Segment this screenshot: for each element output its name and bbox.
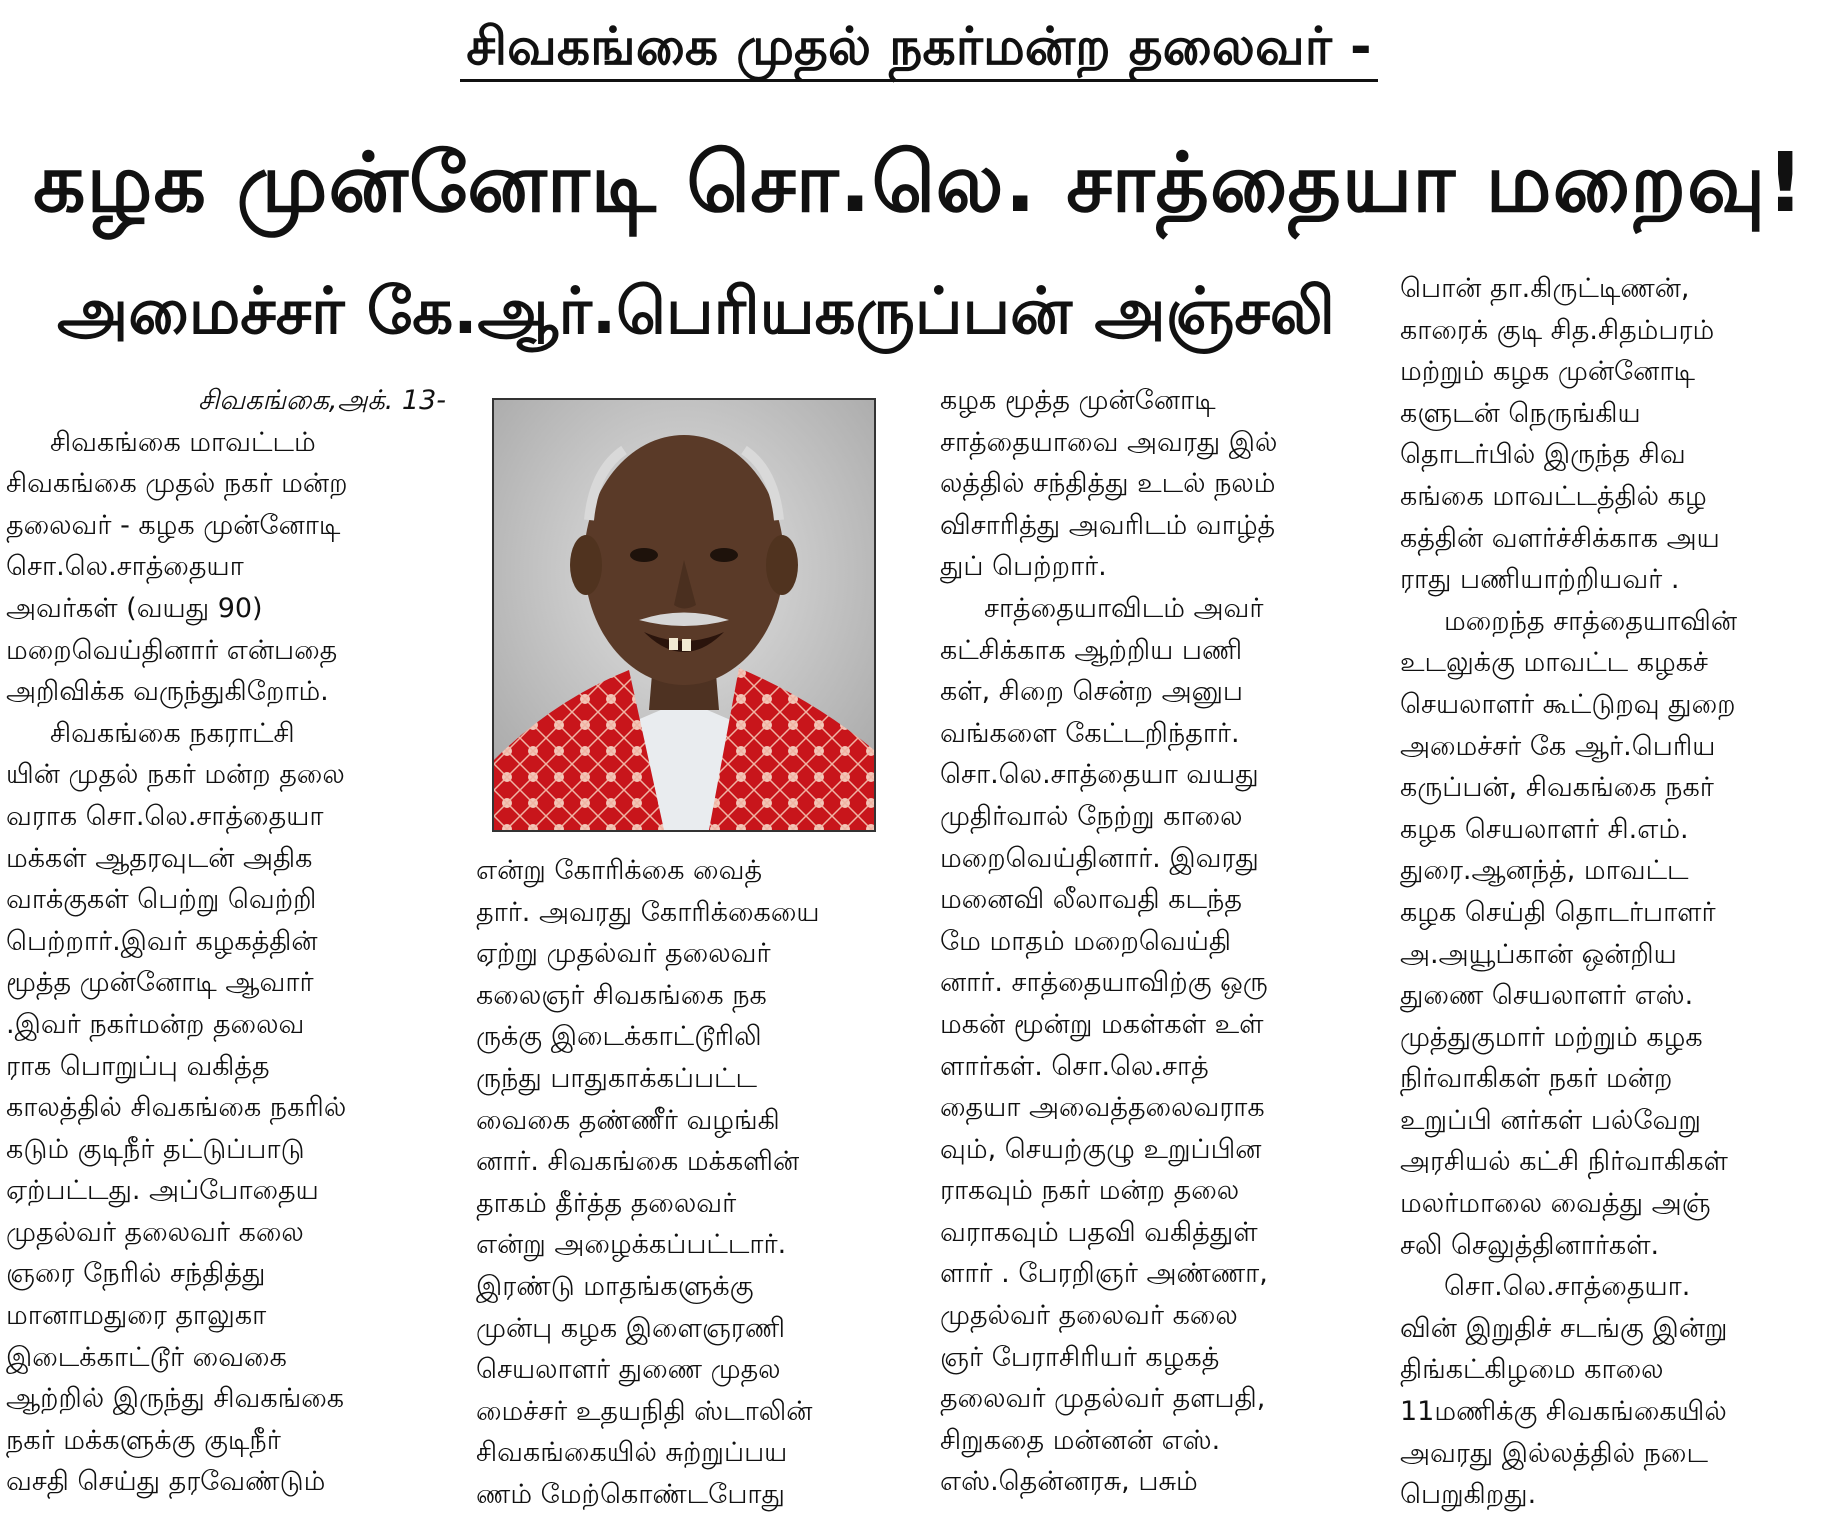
text-line: 11மணிக்கு சிவகங்கையில் (1400, 1396, 1727, 1428)
text-line: மற்றும் கழக முன்னோடி (1400, 356, 1695, 388)
text-line: முன்பு கழக இளைஞரணி (476, 1312, 785, 1344)
column-2-text (476, 850, 916, 1516)
text-line: மறைவெய்தினார். இவரது (940, 842, 1259, 874)
text-line: சாத்தையாவை அவரது இல் (940, 426, 1278, 458)
text-line: தலைவர் - கழக முன்னோடி (6, 509, 341, 541)
text-line: களுடன் நெருங்கிய (1400, 397, 1641, 429)
text-line: துரை.ஆனந்த், மாவட்ட (1400, 855, 1689, 887)
text-line: மூத்த முன்னோடி ஆவார் (6, 967, 314, 999)
text-line: ளார் . பேரறிஞர் அண்ணா, (940, 1258, 1268, 1290)
text-line: னார். சிவகங்கை மக்களின் (476, 1146, 800, 1178)
text-line: மைச்சர் உதயநிதி ஸ்டாலின் (476, 1395, 813, 1427)
text-line: பொன் தா.கிருட்டிணன், (1400, 273, 1690, 304)
text-line: ராக பொறுப்பு வகித்த (6, 1050, 270, 1082)
text-line: மே மாதம் மறைவெய்தி (940, 925, 1231, 957)
text-line: தையா அவைத்தலைவராக (940, 1092, 1265, 1124)
text-line: மானாமதுரை தாலுகா (6, 1300, 267, 1332)
text-line: வசதி செய்து தரவேண்டும் (6, 1466, 326, 1498)
text-line: கழக மூத்த முன்னோடி (940, 385, 1216, 416)
text-line: சிவகங்கை முதல் நகர் மன்ற (6, 468, 348, 500)
text-line: னார். சாத்தையாவிற்கு ஒரு (940, 967, 1268, 999)
text-line: இடைக்காட்டூர் வைகை (6, 1341, 287, 1373)
text-line: கழக செயலாளர் சி.எம். (1400, 813, 1689, 845)
text-line: கங்கை மாவட்டத்தில் கழ (1400, 480, 1707, 512)
text-line: என்று அழைக்கப்பட்டார். (476, 1229, 787, 1261)
text-line: மனைவி லீலாவதி கடந்த (940, 884, 1242, 916)
sub-headline: அமைச்சர் கே.ஆர்.பெரியகருப்பன் அஞ்சலி (57, 275, 1335, 349)
text-line: துப் பெற்றார். (940, 551, 1107, 583)
text-line: நகர் மக்களுக்கு குடிநீர் (6, 1424, 281, 1456)
text-line: அரசியல் கட்சி நிர்வாகிகள் (1400, 1146, 1728, 1178)
text-line: செயலாளர் துணை முதல (476, 1354, 781, 1386)
text-line: உடலுக்கு மாவட்ட கழகச் (1400, 647, 1708, 679)
text-line: ஆற்றில் இருந்து சிவகங்கை (6, 1383, 345, 1415)
text-line: திங்கட்கிழமை காலை (1400, 1354, 1664, 1386)
text-line: ஞரை நேரில் சந்தித்து (6, 1258, 266, 1290)
text-line: தலைவர் முதல்வர் தளபதி, (940, 1383, 1266, 1415)
text-line: காரைக் குடி சித.சிதம்பரம் (1400, 314, 1715, 346)
text-line: மறைந்த சாத்தையாவின் (1444, 605, 1738, 637)
text-line: சொ.லெ.சாத்தையா வயது (940, 759, 1259, 791)
text-line: கடும் குடிநீர் தட்டுப்பாடு (6, 1133, 305, 1165)
text-line: ணம் மேற்கொண்டபோது (476, 1478, 785, 1510)
portrait-photo (492, 398, 876, 832)
text-line: அ.அயூப்கான் ஒன்றிய (1400, 938, 1677, 970)
text-line: இரண்டு மாதங்களுக்கு (476, 1270, 754, 1302)
text-line: ராகவும் நகர் மன்ற தலை (940, 1175, 1240, 1207)
text-line: சிறுகதை மன்னன் எஸ். (940, 1424, 1221, 1456)
text-line: சிவகங்கையில் சுற்றுப்பய (476, 1437, 788, 1469)
portrait-image (494, 400, 874, 830)
text-line: ஏற்பட்டது. அப்போதைய (6, 1175, 319, 1207)
main-headline: கழக முன்னோடி சொ.லெ. சாத்தையா மறைவு! (33, 136, 1805, 231)
text-line: வங்களை கேட்டறிந்தார். (940, 717, 1240, 749)
text-line: அவர்கள் (வயது 90) (6, 592, 263, 624)
text-line: பெறுகிறது. (1400, 1479, 1537, 1511)
text-line: முதிர்வால் நேற்று காலை (940, 800, 1243, 832)
text-line: அமைச்சர் கே ஆர்.பெரிய (1400, 730, 1716, 762)
dateline: சிவகங்கை,அக். 13- (198, 385, 446, 416)
kicker-headline: சிவகங்கை முதல் நகர்மன்ற தலைவர் - (0, 6, 1838, 88)
text-line: முத்துகுமார் மற்றும் கழக (1400, 1021, 1703, 1053)
text-line: கள், சிறை சென்ற அனுப (940, 676, 1243, 708)
text-line: மறைவெய்தினார் என்பதை (6, 634, 338, 666)
text-line: தார். அவரது கோரிக்கையை (476, 896, 820, 928)
text-line: மலர்மாலை வைத்து அஞ் (1400, 1188, 1711, 1220)
text-line: யின் முதல் நகர் மன்ற தலை (6, 759, 345, 791)
text-line: உறுப்பி னர்கள் பல்வேறு (1400, 1104, 1701, 1136)
text-line: விசாரித்து அவரிடம் வாழ்த் (940, 509, 1276, 541)
text-line: .இவர் நகர்மன்ற தலைவ (6, 1008, 305, 1040)
text-line: அவரது இல்லத்தில் நடை (1400, 1437, 1708, 1469)
article-column-3 (940, 380, 1380, 1503)
column-1-text (6, 422, 446, 1503)
text-line: கலைஞர் சிவகங்கை நக (476, 979, 767, 1011)
text-line: வும், செயற்குழு உறுப்பின (940, 1133, 1262, 1165)
text-line: சொ.லெ.சாத்தையா. (1444, 1271, 1691, 1303)
text-line: ராது பணியாற்றியவர் . (1400, 564, 1680, 596)
text-line: வாக்குகள் பெற்று வெற்றி (6, 884, 317, 916)
text-line: கத்தின் வளர்ச்சிக்காக அய (1400, 522, 1720, 554)
text-line: மக்கள் ஆதரவுடன் அதிக (6, 842, 313, 874)
text-line: செயலாளர் கூட்டுறவு துறை (1400, 688, 1736, 720)
article-column-4 (1400, 268, 1832, 1516)
article-column-1 (6, 380, 446, 1503)
text-line: தாகம் தீர்த்த தலைவர் (476, 1187, 737, 1219)
column-3-text (940, 380, 1380, 1503)
text-line: ஏற்று முதல்வர் தலைவர் (476, 938, 771, 970)
text-line: வராகவும் பதவி வகித்துள் (940, 1216, 1258, 1248)
text-line: முதல்வர் தலைவர் கலை (6, 1216, 304, 1248)
text-line: ளார்கள். சொ.லெ.சாத் (940, 1050, 1209, 1082)
text-line: அறிவிக்க வருந்துகிறோம். (6, 676, 329, 708)
text-line: கட்சிக்காக ஆற்றிய பணி (940, 634, 1243, 666)
text-line: சிவகங்கை நகராட்சி (50, 717, 295, 749)
text-line: சாத்தையாவிடம் அவர் (984, 592, 1264, 624)
text-line: வராக சொ.லெ.சாத்தையா (6, 800, 324, 832)
article-column-2 (476, 850, 916, 1516)
text-line: எஸ்.தென்னரசு, பசும் (940, 1466, 1198, 1498)
text-line: துணை செயலாளர் எஸ். (1400, 980, 1694, 1012)
text-line: சலி செலுத்தினார்கள். (1400, 1229, 1660, 1261)
text-line: சிவகங்கை மாவட்டம் (50, 426, 316, 458)
text-line: லத்தில் சந்தித்து உடல் நலம் (940, 468, 1276, 500)
text-line: மகன் மூன்று மகள்கள் உள் (940, 1008, 1264, 1040)
text-line: காலத்தில் சிவகங்கை நகரில் (6, 1092, 347, 1124)
text-line: சொ.லெ.சாத்தையா (6, 551, 244, 583)
column-4-text (1400, 268, 1832, 1516)
text-line: ருக்கு இடைக்காட்டூரிலி (476, 1021, 762, 1053)
text-line: பெற்றார்.இவர் கழகத்தின் (6, 925, 318, 957)
text-line: ருந்து பாதுகாக்கப்பட்ட (476, 1062, 758, 1094)
text-line: வின் இறுதிச் சடங்கு இன்று (1400, 1312, 1728, 1344)
text-line: ஞர் பேராசிரியர் கழகத் (940, 1341, 1220, 1373)
text-line: என்று கோரிக்கை வைத் (476, 855, 763, 886)
text-line: தொடர்பில் இருந்த சிவ (1400, 439, 1686, 471)
text-line: கழக செய்தி தொடர்பாளர் (1400, 896, 1716, 928)
text-line: வைகை தண்ணீர் வழங்கி (476, 1104, 780, 1136)
text-line: முதல்வர் தலைவர் கலை (940, 1300, 1238, 1332)
text-line: கருப்பன், சிவகங்கை நகர் (1400, 772, 1714, 804)
text-line: நிர்வாகிகள் நகர் மன்ற (1400, 1063, 1673, 1095)
